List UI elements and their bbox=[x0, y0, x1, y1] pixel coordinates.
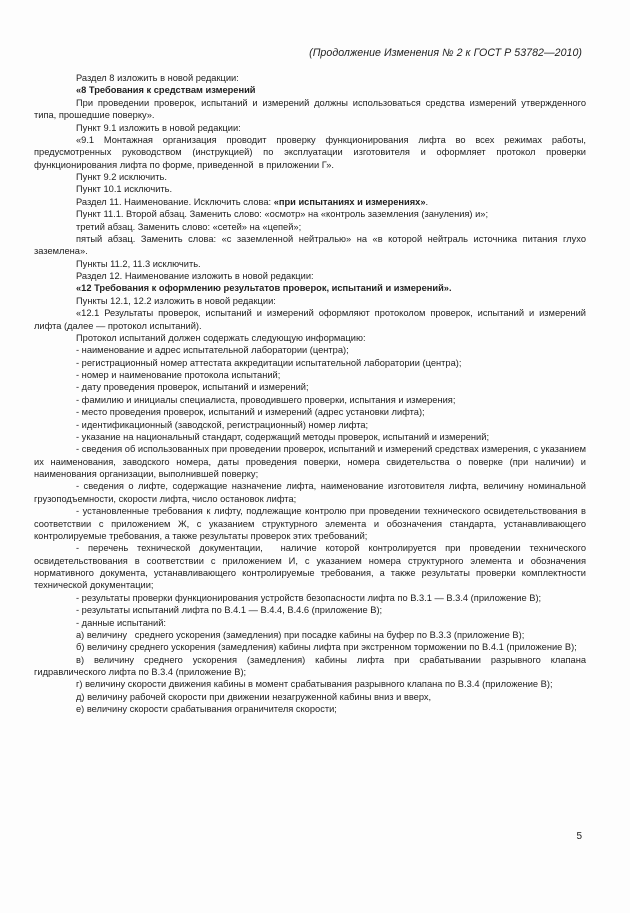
paragraph: - номер и наименование протокола испытаний; bbox=[76, 370, 281, 380]
paragraph: Раздел 12. Наименование изложить в новой редакции: bbox=[76, 271, 314, 281]
paragraph: «12 Требования к оформлению результатов проверок, испытаний и измерений». bbox=[76, 283, 452, 294]
page-header: (Продолжение Изменения № 2 к ГОСТ Р 53782—2010) bbox=[309, 47, 582, 59]
paragraph: Раздел 11. Наименование. Исключить слова: «при испытаниях и измерениях». bbox=[76, 196, 429, 207]
paragraph: - фамилию и инициалы специалиста, проводившего проверки, испытания и измерения; bbox=[76, 394, 456, 405]
paragraph: д) величину рабочей скорости при движении незагруженной кабины вниз и вверх, bbox=[76, 691, 432, 702]
paragraph: - место проведения проверок, испытаний и измерений (адрес установки лифта); bbox=[76, 407, 425, 418]
paragraph: - наименование и адрес испытательной лаборатории (центра); bbox=[76, 345, 349, 356]
paragraph: - установленные требования к лифту, подлежащие контролю при проведении технического освидетельствования в соответствии с приложением Ж, с указанием структурного элемента и обозначения стандарта, устанавливающего контролируемые требования, а также результаты проверок этих требований; bbox=[34, 506, 586, 541]
paragraph: При проведении проверок, испытаний и измерений должны использоваться средства измерений утвержденного типа, прошедшие поверку». bbox=[34, 97, 586, 121]
paragraph: Пункт 9.1 изложить в новой редакции: bbox=[76, 122, 241, 133]
paragraph: г) величину скорости движения кабины в момент срабатывания разрывного клапана по В.3.4 (приложение В); bbox=[76, 679, 553, 690]
paragraph: в) величину среднего ускорения (замедления) кабины лифта при срабатывании разрывного клапана гидравлического лифта по В.3.4 (приложение В); bbox=[34, 654, 586, 677]
paragraph: - результаты проверки функционирования устройств безопасности лифта по В.3.1 — В.3.4 (приложение В); bbox=[76, 592, 542, 603]
paragraph: - дату проведения проверок, испытаний и измерений; bbox=[76, 382, 309, 393]
paragraph: «9.1 Монтажная организация проводит проверку функционирования лифта во всех режимах работы, предусмотренных руководством (инструкцией) по эксплуатации изготовителя и оформляет протокол проверки функционирования лифта по форме, приведенной в приложении Г». bbox=[34, 134, 586, 170]
paragraph: Пункты 12.1, 12.2 изложить в новой редакции: bbox=[76, 295, 276, 306]
page-number: 5 bbox=[576, 831, 582, 842]
paragraph: - идентификационный (заводской, регистрационный) номер лифта; bbox=[76, 419, 369, 430]
paragraph: Протокол испытаний должен содержать следующую информацию: bbox=[76, 332, 366, 343]
paragraph: «8 Требования к средствам измерений bbox=[76, 85, 256, 96]
paragraph: - регистрационный номер аттестата аккредитации испытательной лаборатории (центра); bbox=[76, 357, 462, 368]
paragraph: - данные испытаний: bbox=[76, 617, 166, 628]
paragraph: пятый абзац. Заменить слова: «с заземленной нейтралью» на «в которой нейтраль источника питания глухо заземлена». bbox=[34, 233, 586, 257]
paragraph: Пункт 9.2 исключить. bbox=[76, 172, 167, 182]
paragraph: «12.1 Результаты проверок, испытаний и измерений оформляют протоколом проверок, испытаний и измерений лифта (далее — протокол испытаний). bbox=[34, 308, 586, 331]
document-body bbox=[34, 72, 586, 716]
paragraph: Раздел 8 изложить в новой редакции: bbox=[76, 73, 239, 83]
paragraph: б) величину среднего ускорения (замедления) кабины лифта при экстренном торможении по В.4.1 (приложение В); bbox=[76, 642, 577, 653]
paragraph: третий абзац. Заменить слово: «сетей» на «цепей»; bbox=[76, 221, 302, 232]
paragraph: - перечень технической документации, наличие которой контролируется при проведении технического освидетельствования в соответствии с приложением И, с указанием номера структурного элемента и обозначения нормативного документа, устанавливающего контролируемые требования, а также результаты проверки комплектности технической документации; bbox=[34, 543, 586, 591]
paragraph: е) величину скорости срабатывания ограничителя скорости; bbox=[76, 704, 337, 715]
paragraph: - указание на национальный стандарт, содержащий методы проверок, испытаний и измерений; bbox=[76, 431, 490, 442]
paragraph: Пункты 11.2, 11.3 исключить. bbox=[76, 258, 201, 269]
paragraph: Пункт 11.1. Второй абзац. Заменить слово: «осмотр» на «контроль заземления (зануления) и»; bbox=[76, 209, 489, 220]
paragraph: а) величину среднего ускорения (замедления) при посадке кабины на буфер по В.3.3 (приложение В); bbox=[76, 629, 525, 640]
paragraph: - сведения о лифте, содержащие назначение лифта, наименование изготовителя лифта, величину номинальной грузоподъемности, скорости лифта, число остановок лифта; bbox=[34, 481, 586, 504]
paragraph: - сведения об использованных при проведении проверок, испытаний и измерений средствах измерения, с указанием их наименования, заводского номера, даты проведения поверки, номера свидетельства о поверке (при наличии) и наименования организации, выполнившей поверку; bbox=[34, 444, 586, 479]
paragraph: - результаты испытаний лифта по В.4.1 — В.4.4, В.4.6 (приложение В); bbox=[76, 605, 383, 616]
paragraph: Пункт 10.1 исключить. bbox=[76, 184, 173, 195]
